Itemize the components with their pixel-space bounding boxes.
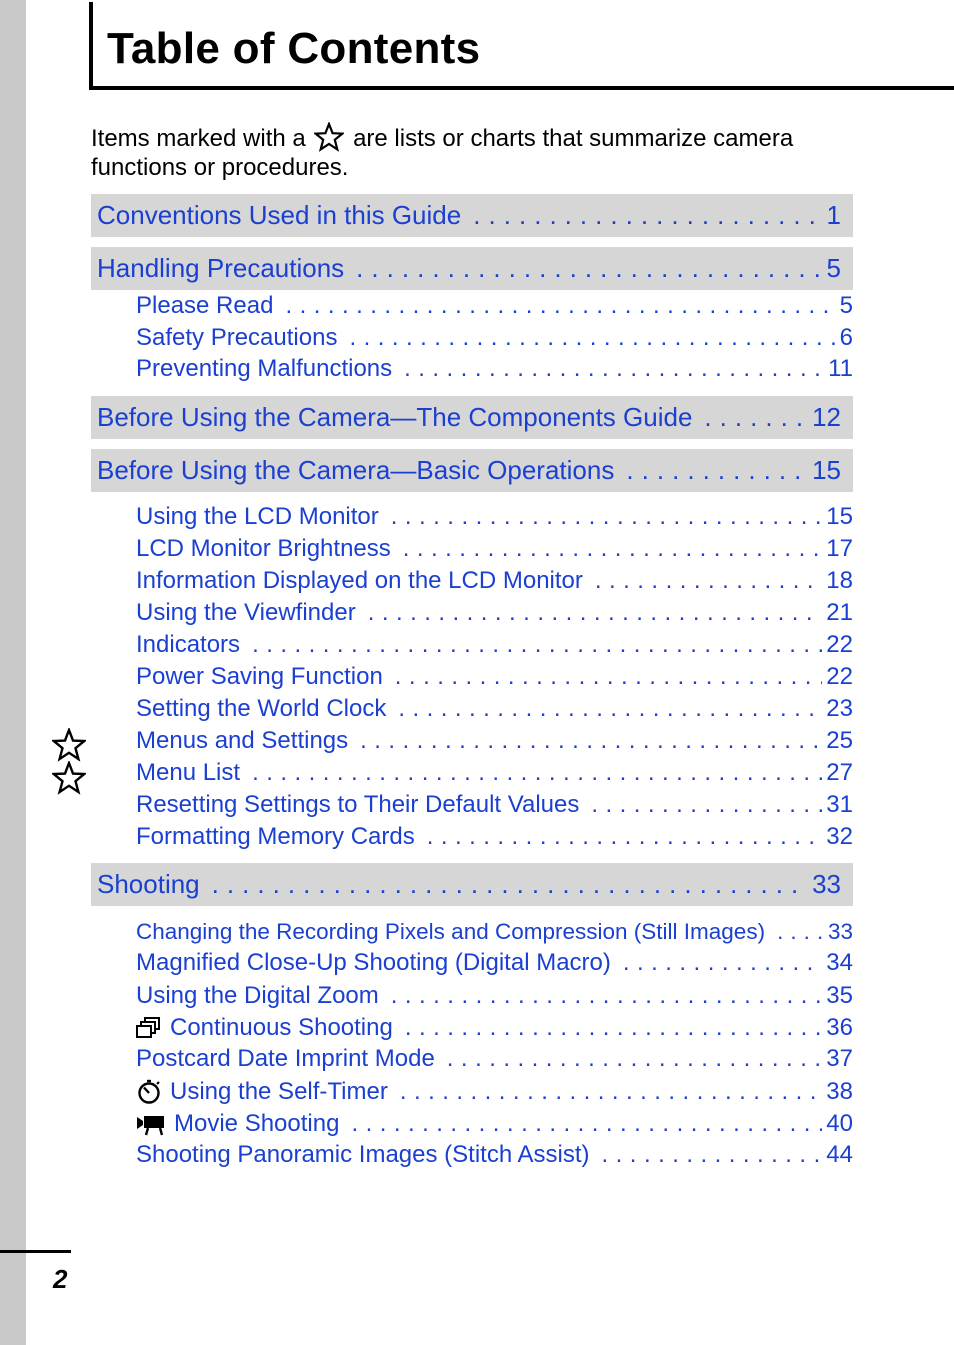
dot-leader bbox=[337, 324, 835, 352]
toc-entry[interactable] bbox=[136, 980, 853, 1012]
toc-entry-label: Information Displayed on the LCD Monitor bbox=[136, 567, 583, 594]
dot-leader bbox=[393, 1014, 822, 1042]
toc-page-number: 15 bbox=[826, 503, 853, 530]
toc-section-label: Conventions Used in this Guide bbox=[97, 200, 462, 230]
movie-icon bbox=[136, 1112, 166, 1136]
dot-leader bbox=[273, 292, 835, 320]
toc-section-conventions[interactable] bbox=[91, 194, 853, 237]
toc-entry[interactable] bbox=[136, 597, 853, 629]
intro-text-after: are lists or charts that summarize camera functions or procedures. bbox=[91, 125, 794, 181]
toc-entry-label: Menu List bbox=[136, 759, 241, 786]
continuous-shooting-icon bbox=[136, 1016, 162, 1040]
toc-entry-label: Magnified Close-Up Shooting (Digital Macro) bbox=[136, 949, 611, 976]
dot-leader bbox=[765, 919, 824, 945]
toc-entry-text: Using the Self-Timer bbox=[170, 1078, 388, 1105]
toc-section-basic-operations[interactable] bbox=[91, 449, 853, 492]
star-icon bbox=[52, 761, 86, 795]
toc-entry-label-with-icon bbox=[136, 1078, 388, 1106]
self-timer-icon bbox=[136, 1079, 162, 1105]
toc-entry-label: Power Saving Function bbox=[136, 663, 383, 690]
toc-entry-text: Continuous Shooting bbox=[170, 1014, 393, 1041]
toc-section-components-guide[interactable] bbox=[91, 396, 853, 439]
toc-entry[interactable] bbox=[136, 1043, 853, 1075]
toc-page-number: 6 bbox=[839, 324, 853, 351]
toc-entry-label-with-icon bbox=[136, 1110, 339, 1138]
toc-entry-label: Preventing Malfunctions bbox=[136, 355, 393, 382]
dot-leader bbox=[611, 949, 822, 977]
toc-entry-starred[interactable] bbox=[136, 725, 853, 757]
toc-section-label: Handling Precautions bbox=[97, 253, 345, 283]
star-icon bbox=[52, 728, 86, 762]
dot-leader bbox=[583, 567, 822, 595]
toc-entry[interactable] bbox=[136, 661, 853, 693]
toc-entry-starred[interactable] bbox=[136, 757, 853, 789]
star-icon bbox=[314, 122, 344, 152]
dot-leader bbox=[391, 535, 823, 563]
toc-entry[interactable] bbox=[136, 1076, 853, 1108]
toc-entry-label: Using the LCD Monitor bbox=[136, 503, 379, 530]
toc-entry[interactable] bbox=[136, 322, 853, 354]
toc-page-number: 11 bbox=[828, 355, 853, 382]
dot-leader bbox=[379, 503, 823, 531]
toc-page-number: 5 bbox=[826, 253, 841, 283]
dot-leader bbox=[379, 982, 823, 1010]
toc-page-number: 15 bbox=[812, 455, 841, 485]
dot-leader bbox=[383, 663, 823, 691]
side-margin-bar bbox=[0, 0, 26, 1345]
toc-entry[interactable] bbox=[136, 1108, 853, 1140]
dot-leader bbox=[240, 631, 822, 659]
toc-page-number: 17 bbox=[826, 535, 853, 562]
toc-page-number: 44 bbox=[826, 1141, 853, 1168]
toc-page-number: 22 bbox=[826, 663, 853, 690]
toc-page-number: 32 bbox=[826, 823, 853, 850]
toc-page-number: 12 bbox=[812, 402, 841, 432]
toc-page-number: 33 bbox=[827, 919, 853, 944]
toc-page-number: 22 bbox=[826, 631, 853, 658]
dot-leader bbox=[356, 599, 823, 627]
dot-leader bbox=[240, 759, 822, 787]
dot-leader bbox=[386, 695, 822, 723]
dot-leader bbox=[392, 355, 824, 383]
toc-entry-label: Postcard Date Imprint Mode bbox=[136, 1045, 435, 1072]
toc-section-label: Before Using the Camera—The Components Guide bbox=[97, 402, 693, 432]
toc-entry[interactable] bbox=[136, 501, 853, 533]
toc-entry[interactable] bbox=[136, 290, 853, 322]
toc-page-number: 37 bbox=[826, 1045, 853, 1072]
toc-page-number: 40 bbox=[826, 1110, 853, 1137]
toc-entry[interactable] bbox=[136, 533, 853, 565]
page-title: Table of Contents bbox=[107, 24, 481, 73]
toc-entry-label: Setting the World Clock bbox=[136, 695, 387, 722]
toc-entry-label: LCD Monitor Brightness bbox=[136, 535, 391, 562]
toc-page-number: 38 bbox=[826, 1078, 853, 1105]
toc-entry-label: Changing the Recording Pixels and Compression (Still Images) bbox=[136, 919, 766, 944]
toc-entry[interactable] bbox=[136, 916, 853, 948]
toc-entry[interactable] bbox=[136, 693, 853, 725]
page-number: 2 bbox=[53, 1264, 68, 1294]
toc-entry-label: Safety Precautions bbox=[136, 324, 338, 351]
dot-leader bbox=[614, 455, 808, 486]
toc-entry[interactable] bbox=[136, 1012, 853, 1044]
toc-entry-text: Movie Shooting bbox=[174, 1110, 340, 1137]
toc-page-number: 34 bbox=[826, 949, 853, 976]
intro-text bbox=[91, 122, 861, 182]
toc-entry[interactable] bbox=[136, 947, 853, 979]
toc-page-number: 31 bbox=[826, 791, 853, 818]
dot-leader bbox=[579, 791, 822, 819]
dot-leader bbox=[461, 200, 822, 231]
dot-leader bbox=[339, 1110, 822, 1138]
toc-entry[interactable] bbox=[136, 565, 853, 597]
toc-page-number: 33 bbox=[812, 869, 841, 899]
toc-entry-label: Shooting Panoramic Images (Stitch Assist) bbox=[136, 1141, 590, 1168]
toc-entry[interactable] bbox=[136, 821, 853, 853]
dot-leader bbox=[348, 727, 822, 755]
dot-leader bbox=[200, 869, 808, 900]
dot-leader bbox=[590, 1141, 823, 1169]
dot-leader bbox=[692, 402, 808, 433]
toc-section-label: Before Using the Camera—Basic Operations bbox=[97, 455, 615, 485]
toc-page-number: 18 bbox=[826, 567, 853, 594]
toc-section-shooting[interactable] bbox=[91, 863, 853, 906]
toc-entry-label: Menus and Settings bbox=[136, 727, 349, 754]
toc-entry-label: Using the Digital Zoom bbox=[136, 982, 379, 1009]
dot-leader bbox=[435, 1045, 823, 1073]
toc-entry-label-with-icon bbox=[136, 1014, 393, 1042]
title-rule-horizontal bbox=[89, 86, 954, 90]
toc-entry-label: Using the Viewfinder bbox=[136, 599, 356, 626]
dot-leader bbox=[344, 253, 822, 284]
toc-entry-label: Resetting Settings to Their Default Values bbox=[136, 791, 580, 818]
toc-page-number: 36 bbox=[826, 1014, 853, 1041]
intro-text-before: Items marked with a bbox=[91, 125, 306, 152]
toc-section-handling-precautions[interactable] bbox=[91, 247, 853, 290]
toc-section-label: Shooting bbox=[97, 869, 200, 899]
toc-entry-label: Indicators bbox=[136, 631, 241, 658]
toc-entry[interactable] bbox=[136, 789, 853, 821]
toc-entry[interactable] bbox=[136, 1139, 853, 1171]
toc-entry-label: Formatting Memory Cards bbox=[136, 823, 415, 850]
toc-entry[interactable] bbox=[136, 629, 853, 661]
footer-rule bbox=[0, 1250, 71, 1253]
toc-page-number: 27 bbox=[826, 759, 853, 786]
toc-page-number: 23 bbox=[826, 695, 853, 722]
toc-page-number: 1 bbox=[826, 200, 841, 230]
toc-page-number: 25 bbox=[826, 727, 853, 754]
toc-page-number: 5 bbox=[839, 292, 853, 319]
dot-leader bbox=[388, 1078, 822, 1106]
toc-entry-label: Please Read bbox=[136, 292, 274, 319]
title-rule-vertical bbox=[89, 2, 93, 89]
toc-entry[interactable] bbox=[136, 353, 853, 385]
dot-leader bbox=[415, 823, 823, 851]
toc-page-number: 21 bbox=[826, 599, 853, 626]
toc-page-number: 35 bbox=[826, 982, 853, 1009]
